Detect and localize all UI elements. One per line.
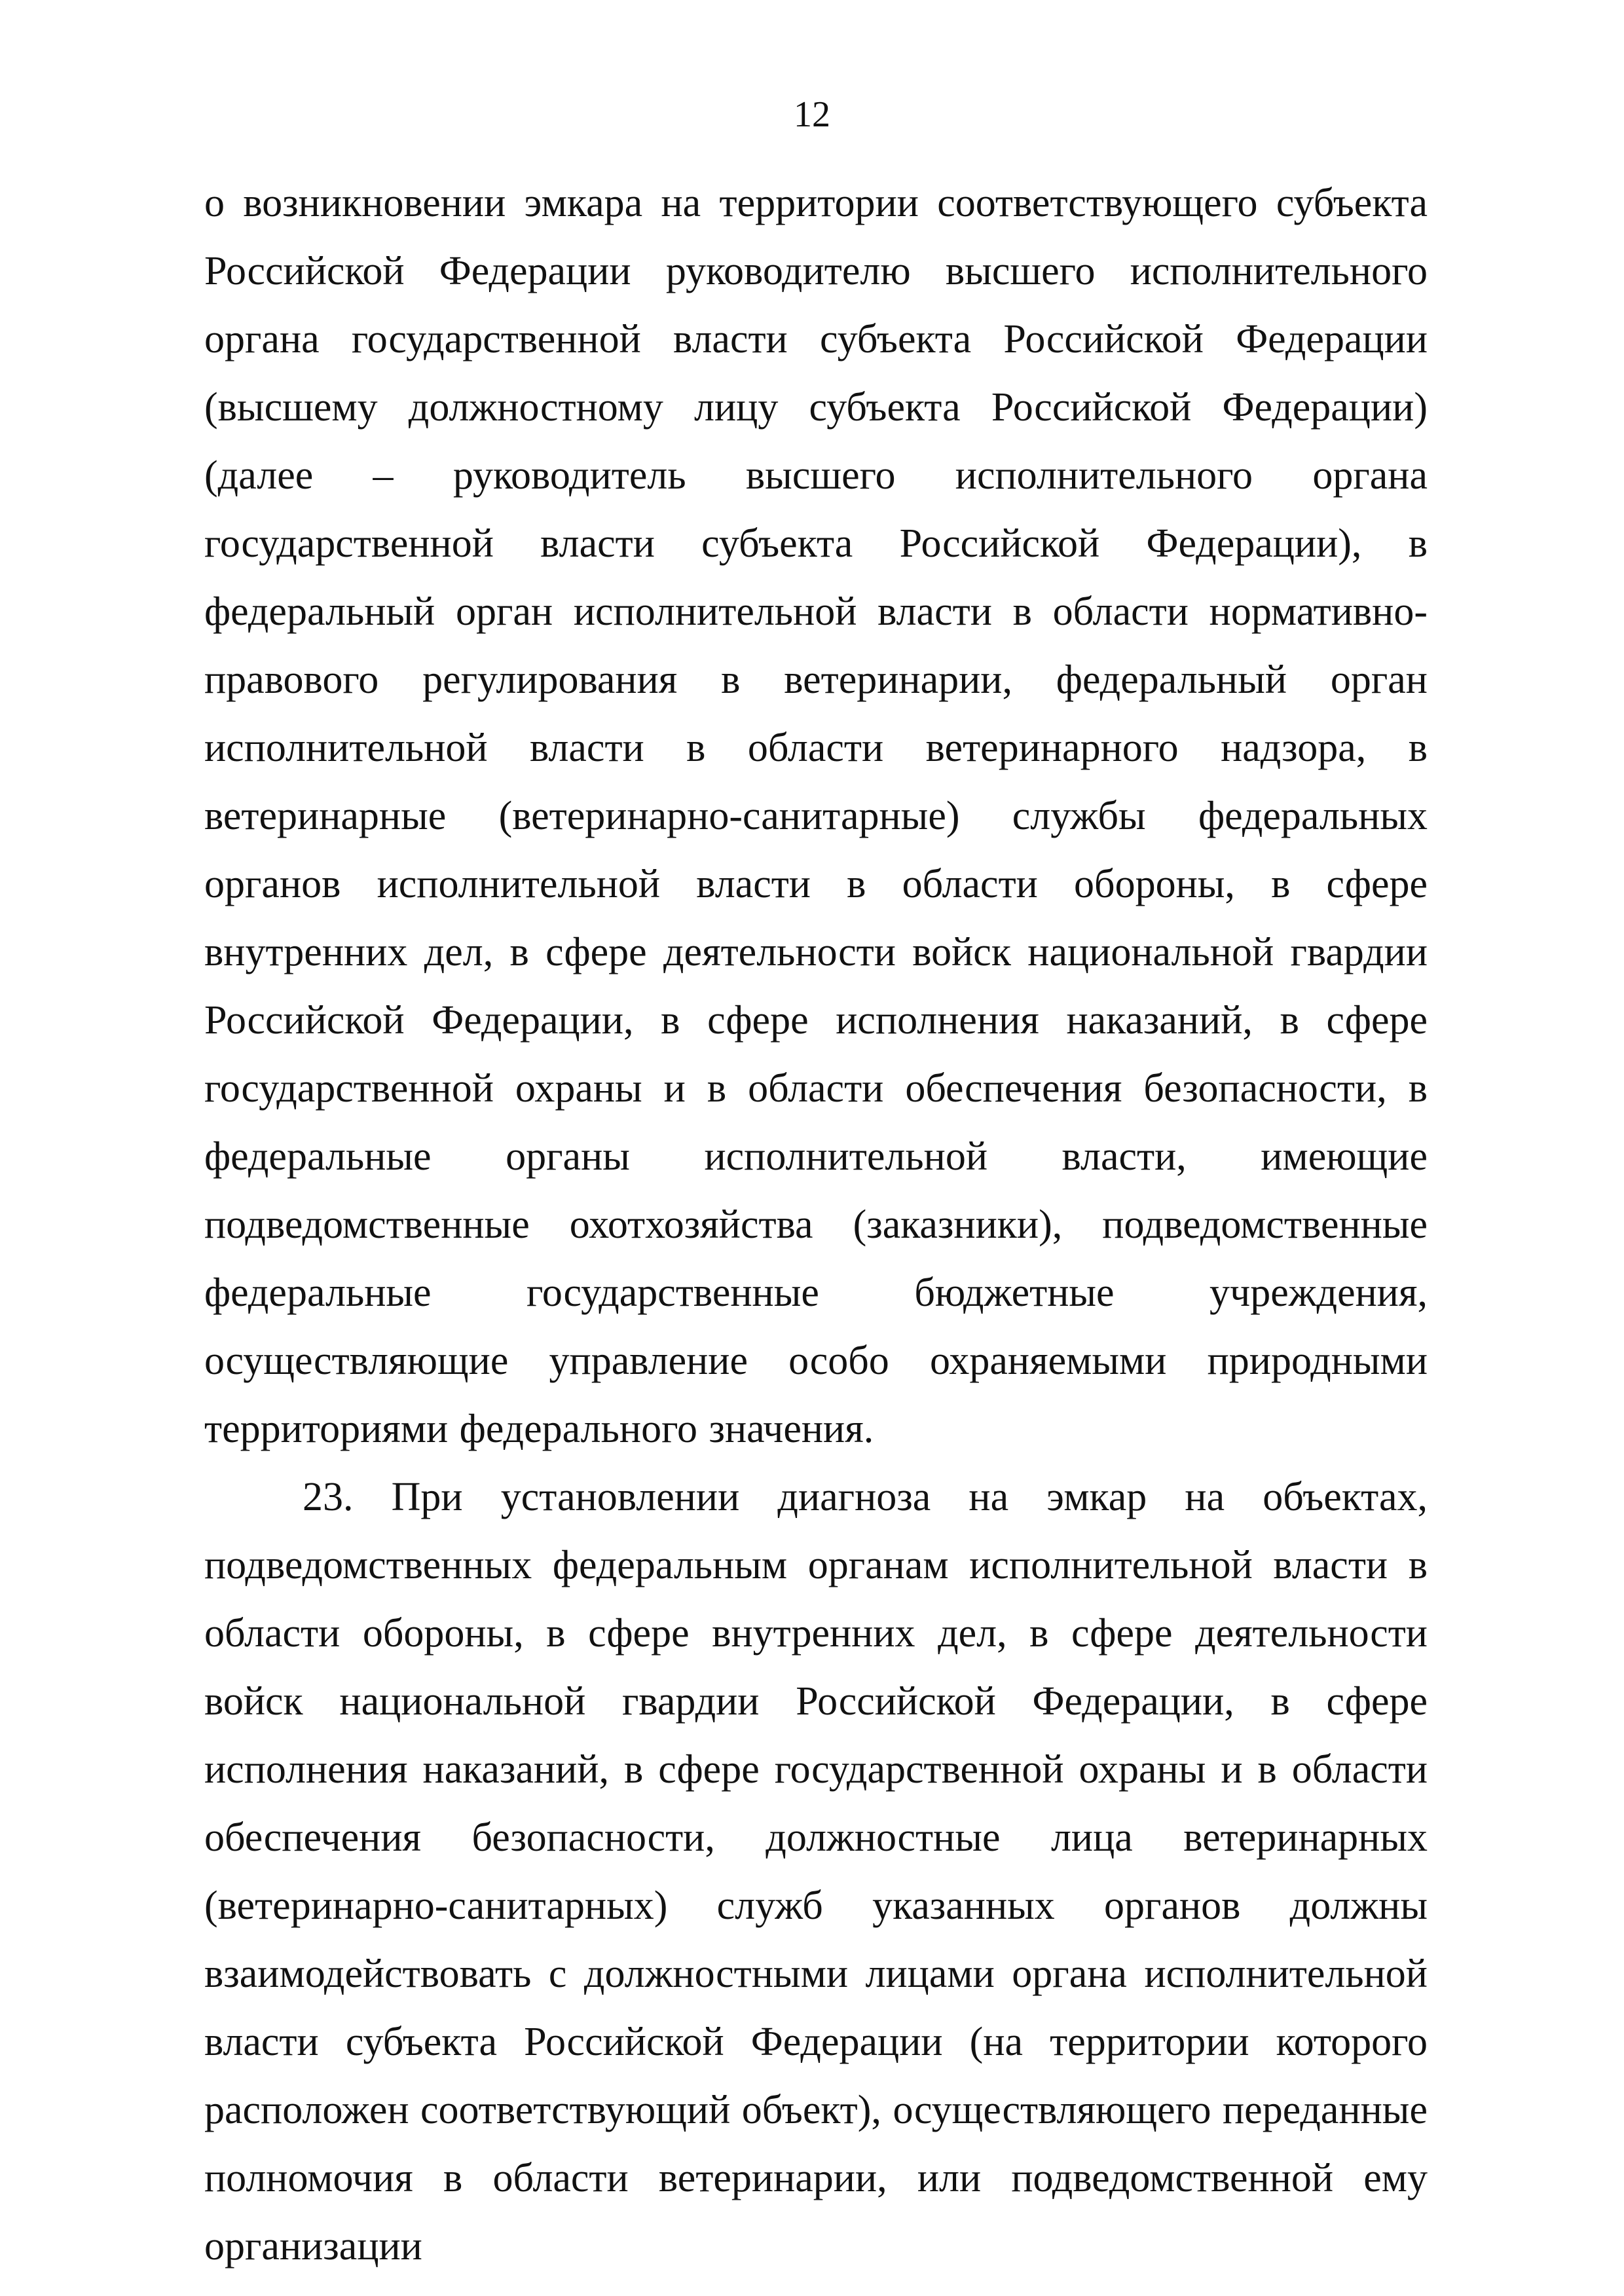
document-body [204, 169, 1428, 2280]
paragraph-continuation: о возникновении эмкара на территории соответствующего субъекта Российской Федерации руководителю высшего исполнительного органа государственной власти субъекта Российской Федерации (высшему должностному лицу субъекта Российской Федерации) (далее – руководитель высшего исполнительного органа государственной власти субъекта Российской Федерации), в федеральный орган исполнительной власти в области нормативно-правового регулирования в ветеринарии, федеральный орган исполнительной власти в области ветеринарного надзора, в ветеринарные (ветеринарно-санитарные) службы федеральных органов исполнительной власти в области обороны, в сфере внутренних дел, в сфере деятельности войск национальной гвардии Российской Федерации, в сфере исполнения наказаний, в сфере государственной охраны и в области обеспечения безопасности, в федеральные органы исполнительной власти, имеющие подведомственные охотхозяйства (заказники), подведомственные федеральные государственные бюджетные учреждения, осуществляющие управление особо охраняемыми природными территориями федерального значения. [204, 181, 1428, 1451]
page-number: 12 [794, 94, 830, 135]
paragraph-23: 23. При установлении диагноза на эмкар на объектах, подведомственных федеральным органам исполнительной власти в области обороны, в сфере внутренних дел, в сфере деятельности войск национальной гвардии Российской Федерации, в сфере исполнения наказаний, в сфере государственной охраны и в области обеспечения безопасности, должностные лица ветеринарных (ветеринарно-санитарных) служб указанных органов должны взаимодействовать с должностными лицами органа исполнительной власти субъекта Российской Федерации (на территории которого расположен соответствующий объект), осуществляющего переданные полномочия в области ветеринарии, или подведомственной ему организации [204, 1475, 1428, 2268]
